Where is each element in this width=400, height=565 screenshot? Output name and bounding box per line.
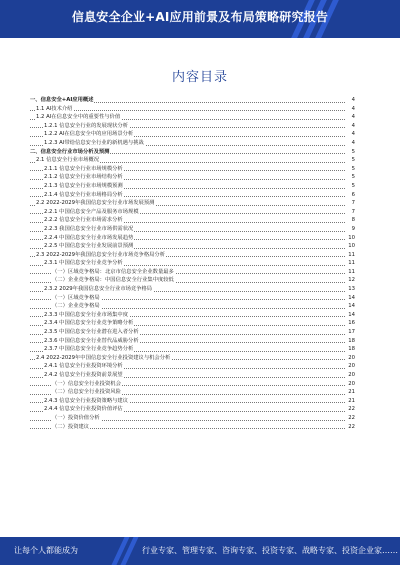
toc-entry[interactable] (30, 423, 355, 432)
toc-entry-title: 2.4.3 信息安全行业投资策略与建议 (44, 397, 129, 404)
toc-entry-page: 5 (351, 165, 355, 172)
toc-entry[interactable] (30, 319, 355, 328)
toc-entry-page: 11 (348, 268, 355, 275)
toc-entry-title: 2.1 信息安全行业市场概况 (36, 157, 100, 164)
toc-entry-title: 2.1.2 信息安全行业市场结构分析 (44, 174, 123, 181)
footer-slogan: 让每个人都能成为 (14, 546, 78, 555)
toc-entry-title: 2.1.4 信息安全行业市场格局分析 (44, 191, 123, 198)
toc-entry[interactable] (30, 122, 355, 131)
table-of-contents (30, 96, 355, 431)
toc-entry[interactable] (30, 259, 355, 268)
toc-entry[interactable] (30, 242, 355, 251)
toc-entry[interactable] (30, 276, 355, 285)
toc-entry[interactable] (30, 362, 355, 371)
toc-entry[interactable] (30, 285, 355, 294)
toc-entry[interactable] (30, 139, 355, 148)
toc-entry-title: 2.2.1 中国信息安全产品及服务市场规模 (44, 208, 139, 215)
toc-entry[interactable] (30, 199, 355, 208)
toc-entry-page: 4 (351, 122, 355, 129)
toc-entry-title: （一）投资价值分析 (52, 414, 100, 421)
toc-entry[interactable] (30, 191, 355, 200)
toc-entry-page: 18 (348, 337, 355, 344)
toc-entry-title: 2.2.5 中国信息安全行业发展前景预测 (44, 243, 134, 250)
toc-entry[interactable] (30, 414, 355, 423)
footer-tagline: 行业专家、管理专家、咨询专家、投资专家、战略专家、投资企业家…… (142, 546, 398, 555)
toc-entry-title: 1.2.1 信息安全行业的发展现状分析 (44, 122, 129, 129)
toc-entry[interactable] (30, 337, 355, 346)
dot-leader (30, 110, 345, 111)
toc-entry-title: 2.2.3 我国信息安全行业市场供需状况 (44, 225, 134, 232)
toc-entry-page: 11 (348, 260, 355, 267)
toc-entry-page: 21 (348, 389, 355, 396)
toc-entry[interactable] (30, 173, 355, 182)
toc-heading: 内容目录 (171, 70, 228, 85)
toc-entry-page: 14 (348, 303, 355, 310)
toc-entry[interactable] (30, 405, 355, 414)
toc-entry-page: 18 (348, 346, 355, 353)
toc-entry-title: 2.1.3 信息安全行业市场规模预测 (44, 182, 123, 189)
toc-entry-page: 5 (351, 148, 355, 155)
bottom-banner (0, 537, 400, 565)
toc-entry[interactable] (30, 380, 355, 389)
toc-entry[interactable] (30, 234, 355, 243)
toc-entry-title: 2.2 2022-2029年我国信息安全行业市场发展预测 (36, 200, 155, 207)
toc-entry-page: 16 (348, 320, 355, 327)
toc-entry-page: 4 (351, 139, 355, 146)
toc-entry-title: （二）企业竞争格局 (52, 303, 100, 310)
toc-entry-title: 2.3.1 中国信息安全行业竞争分析 (44, 260, 123, 267)
toc-entry[interactable] (30, 130, 355, 139)
toc-entry-title: 1.2.2 AI在信息安全中的应用场景分析 (44, 131, 134, 138)
toc-entry-page: 20 (348, 372, 355, 378)
toc-entry-title: 2.3.4 中国信息安全行业竞争策略分析 (44, 320, 134, 327)
toc-entry-page: 4 (351, 114, 355, 121)
toc-entry-page: 21 (348, 397, 355, 404)
toc-entry-page: 6 (351, 191, 355, 198)
toc-entry-title: 2.2.4 中国信息安全行业市场发展趋势 (44, 234, 134, 241)
toc-entry-title: 2.3.6 中国信息安全行业替代品威胁分析 (44, 337, 139, 344)
toc-entry[interactable] (30, 208, 355, 217)
toc-entry[interactable] (30, 345, 355, 354)
toc-entry[interactable] (30, 165, 355, 174)
toc-entry-page: 20 (348, 380, 355, 387)
toc-entry[interactable] (30, 251, 355, 260)
toc-entry-title: （一）信息安全行业投资机会 (52, 380, 121, 387)
toc-entry[interactable] (30, 371, 355, 380)
toc-entry-title: 2.3.3 中国信息安全行业市场集中度 (44, 311, 129, 318)
toc-entry-page: 4 (351, 131, 355, 138)
toc-entry-title: 二、信息安全行业市场分析及预测 (30, 148, 110, 155)
toc-entry-title: 2.1.1 信息安全行业市场规模分析 (44, 165, 123, 172)
toc-entry-title: 2.4.2 信息安全行业投资前景展望 (44, 372, 123, 378)
toc-entry[interactable] (30, 113, 355, 122)
toc-entry[interactable] (30, 311, 355, 320)
toc-entry-page: 22 (348, 406, 355, 413)
toc-entry[interactable] (30, 397, 355, 406)
toc-entry-title: 1.2 AI在信息安全中的重要性与价值 (36, 114, 121, 121)
toc-entry-title: 1.1 AI技术介绍 (36, 105, 73, 112)
toc-entry[interactable] (30, 148, 355, 157)
toc-entry-page: 4 (351, 105, 355, 112)
toc-entry-title: 2.3 2022-2029年我国信息安全行业市场竞争格局分析 (36, 251, 166, 258)
toc-entry-page: 9 (351, 225, 355, 232)
toc-entry[interactable] (30, 105, 355, 114)
toc-entry[interactable] (30, 182, 355, 191)
toc-entry-title: 1.2.3 AI带给信息安全行业的新机遇与挑战 (44, 139, 144, 146)
toc-entry-title: 2.2.2 信息安全行业市场需求分析 (44, 217, 123, 224)
toc-entry-title: 2.4 2022-2029年中国信息安全行业投资建议与机会分析 (36, 354, 171, 361)
toc-entry[interactable] (30, 96, 355, 105)
toc-entry-page: 17 (348, 329, 355, 336)
toc-entry-page: 14 (348, 294, 355, 301)
toc-entry-page: 5 (351, 174, 355, 181)
toc-entry-title: 一、信息安全+AI应用概述 (30, 97, 94, 103)
top-banner (0, 0, 400, 38)
toc-entry[interactable] (30, 268, 355, 277)
toc-entry-page: 8 (351, 217, 355, 224)
toc-entry-page: 13 (348, 286, 355, 293)
toc-entry-title: （二）投资建议 (52, 423, 90, 430)
toc-entry-page: 4 (351, 97, 355, 103)
toc-entry-page: 11 (348, 251, 355, 258)
toc-entry-page: 10 (348, 234, 355, 241)
toc-entry[interactable] (30, 294, 355, 303)
toc-entry-title: （二）信息安全行业投资风险 (52, 389, 121, 396)
toc-entry[interactable] (30, 302, 355, 311)
toc-entry-page: 20 (348, 354, 355, 361)
toc-entry-title: 2.3.5 中国信息安全行业潜在进入者分析 (44, 329, 139, 336)
toc-entry-page: 5 (351, 157, 355, 164)
toc-entry[interactable] (30, 388, 355, 397)
toc-entry-page: 7 (351, 208, 355, 215)
toc-entry[interactable] (30, 328, 355, 337)
toc-entry-title: （二）企业竞争格局：中国信息安全行业集中度较低 (52, 277, 174, 284)
toc-entry[interactable] (30, 156, 355, 165)
toc-entry-title: 2.4.4 信息安全行业投资价值评估 (44, 406, 123, 413)
toc-entry-page: 22 (348, 423, 355, 430)
report-title: 信息安全企业+AI应用前景及布局策略研究报告 (71, 10, 329, 24)
toc-entry[interactable] (30, 354, 355, 363)
toc-entry[interactable] (30, 216, 355, 225)
toc-entry-title: （一）区域竞争格局：北京市信息安全企业数量最多 (52, 268, 174, 275)
toc-entry-page: 20 (348, 363, 355, 370)
toc-entry-page: 5 (351, 182, 355, 189)
toc-entry-page: 22 (348, 414, 355, 421)
toc-entry-title: （一）区域竞争格局 (52, 294, 100, 301)
toc-entry-page: 10 (348, 243, 355, 250)
toc-entry-title: 2.3.7 中国信息安全行业竞争趋势分析 (44, 346, 134, 353)
toc-entry-title: 2.4.1 信息安全行业投资环境分析 (44, 363, 123, 370)
toc-entry-page: 7 (351, 200, 355, 207)
toc-entry-title: 2.3.2 2029年我国信息安全行业市场竞争格局 (44, 286, 153, 293)
toc-entry[interactable] (30, 225, 355, 234)
toc-entry-page: 14 (348, 311, 355, 318)
toc-entry-page: 12 (348, 277, 355, 284)
